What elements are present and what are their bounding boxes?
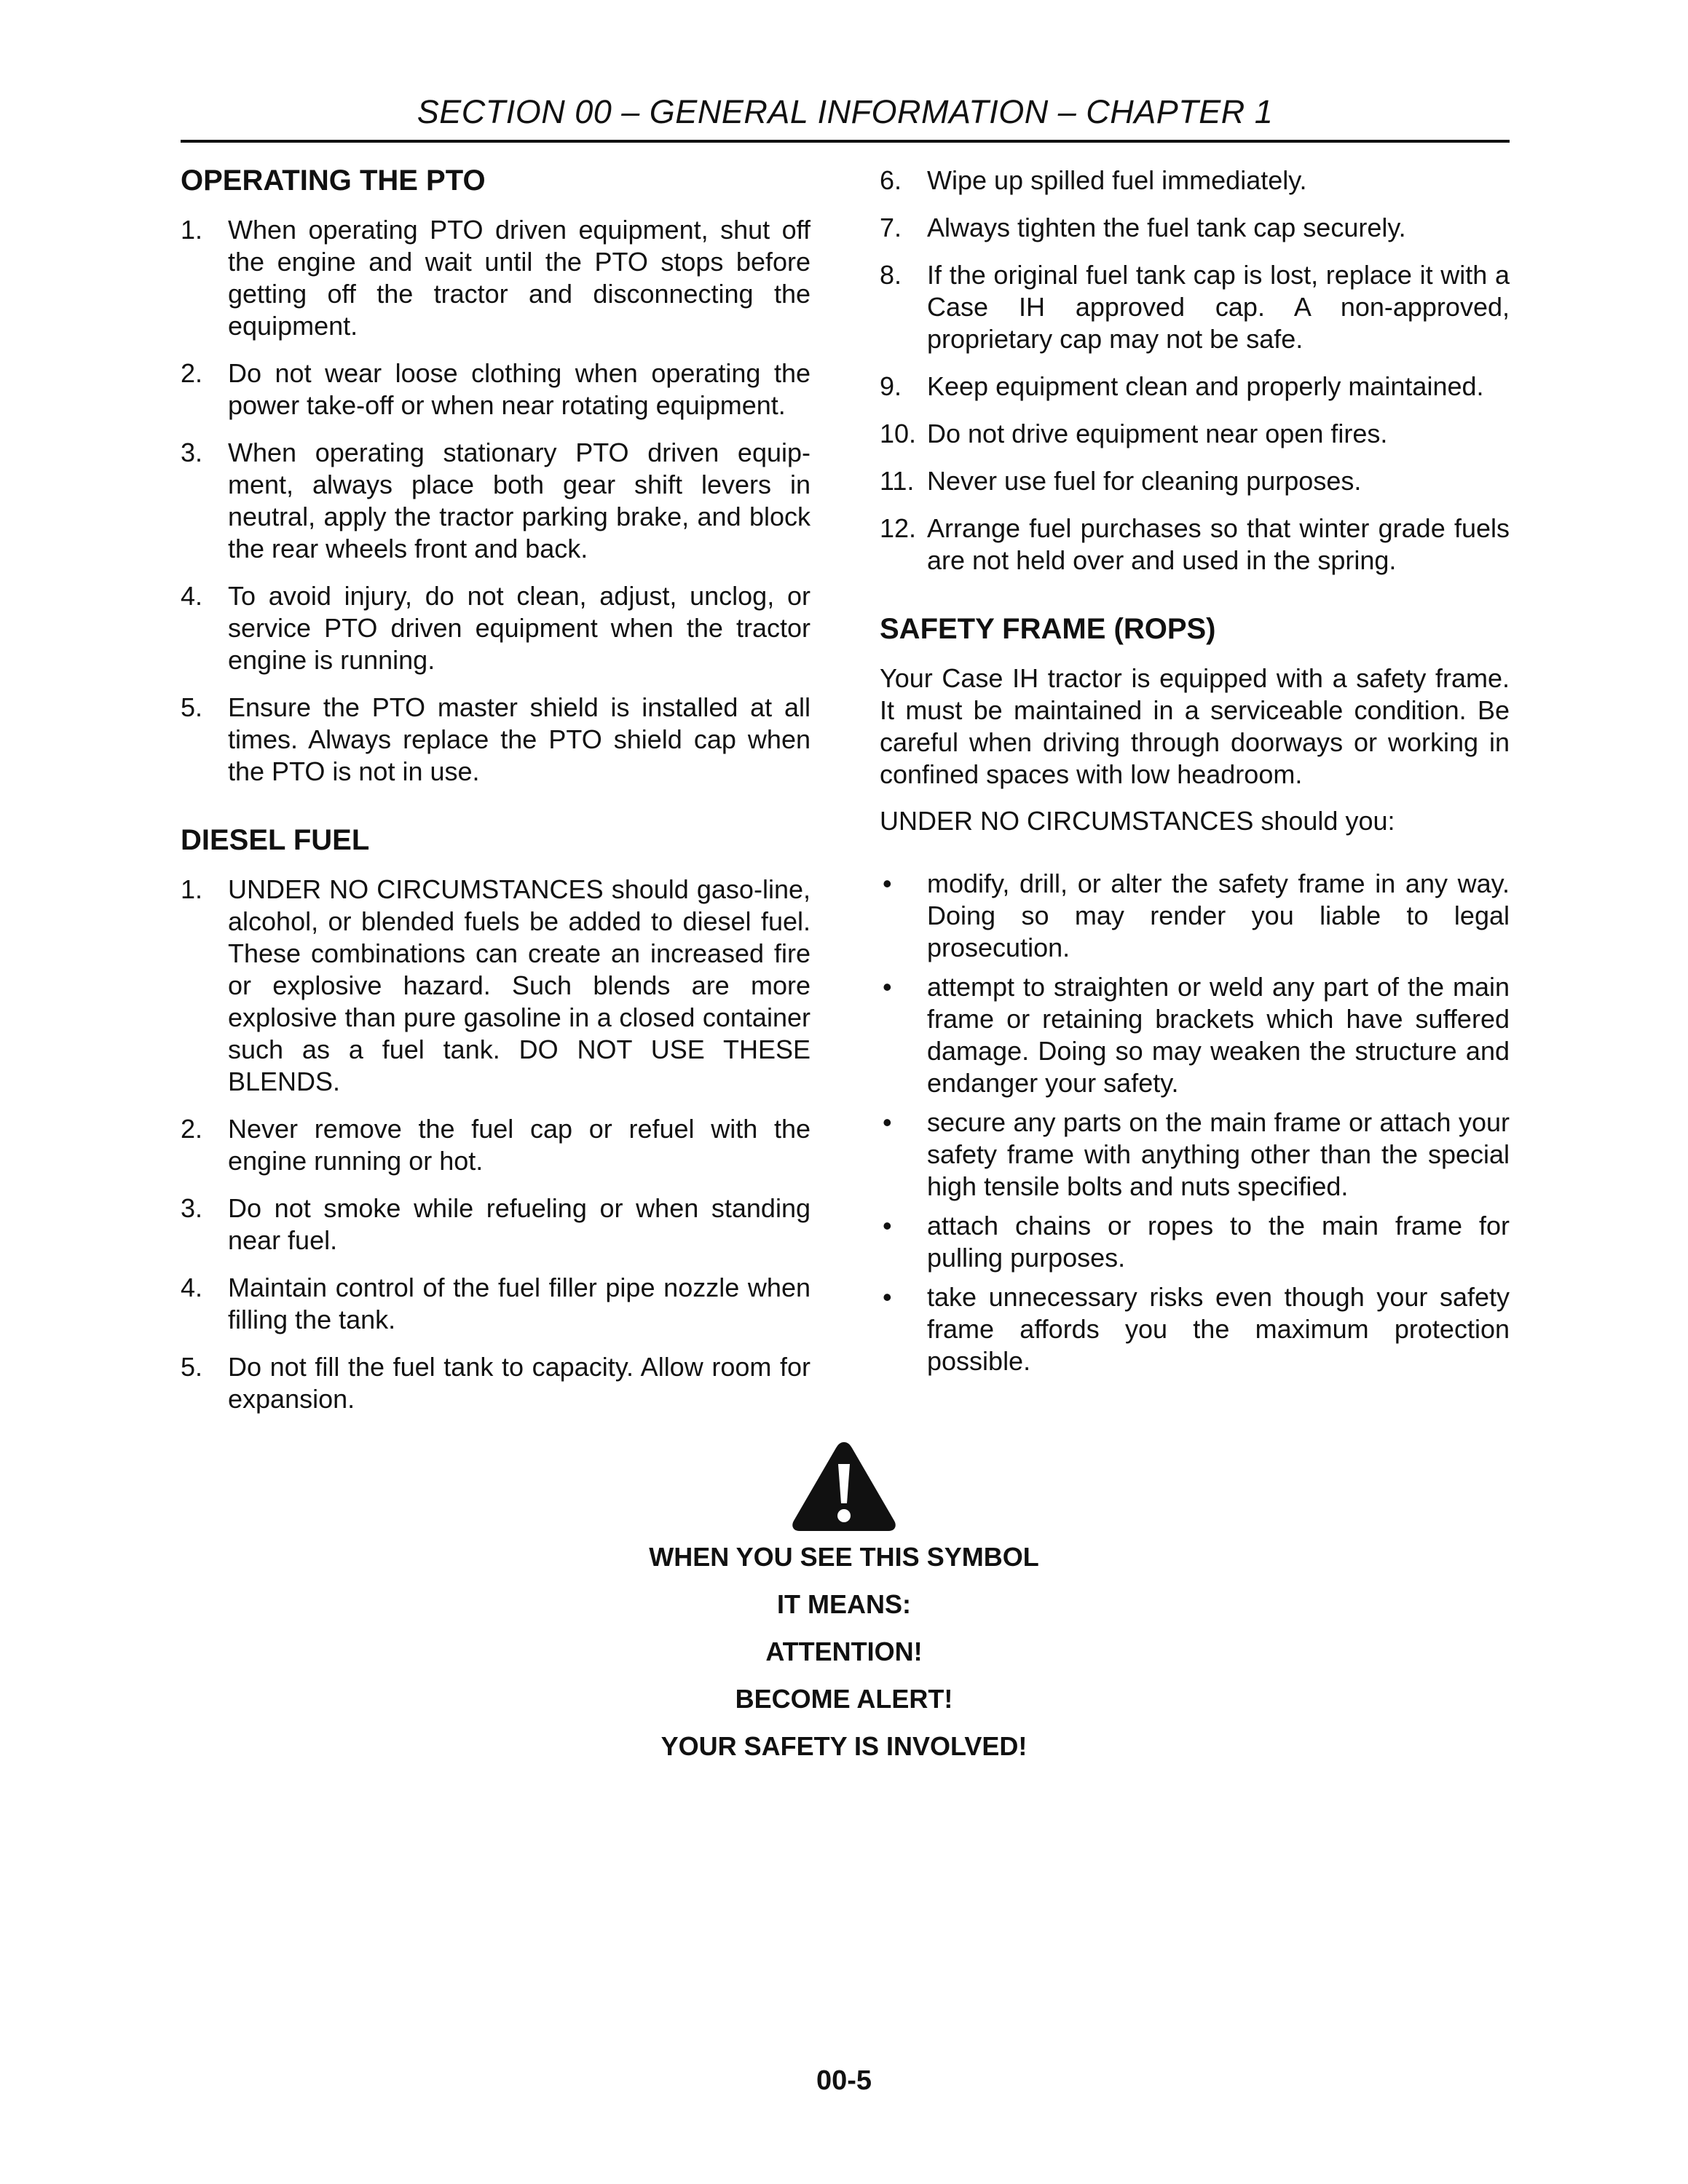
bullet-glyph: •: [883, 1107, 892, 1137]
item-number: 4.: [181, 581, 203, 611]
item-number: 5.: [181, 1352, 203, 1382]
list-item: [181, 437, 811, 565]
operating-pto-list: [181, 214, 811, 788]
item-text: UNDER NO CIRCUMSTANCES should gaso-line, alcohol, or blended fuels be added to diesel fuel. These combinations can create an increased fire or explosive hazard. Such blends are more explosive than pure gasoline in a closed container such as a fuel tank. DO NOT USE THESE BLENDS.: [228, 874, 811, 1096]
item-text: When operating stationary PTO driven equip-ment, always place both gear shift levers in neutral, apply the tractor parking brake, and block the rear wheels front and back.: [228, 438, 811, 563]
list-item: [880, 513, 1510, 577]
item-number: 12.: [880, 513, 917, 543]
bullet-text: attempt to straighten or weld any part of the main frame or retaining brackets which have suffered damage. Doing so may weaken the structure and endanger your safety.: [927, 972, 1510, 1098]
item-number: 1.: [181, 215, 203, 245]
item-number: 4.: [181, 1273, 203, 1302]
list-item: [880, 259, 1510, 355]
list-item: [181, 874, 811, 1098]
list-item: [880, 165, 1510, 197]
item-text: Wipe up spilled fuel immediately.: [927, 165, 1307, 195]
item-text: Ensure the PTO master shield is installed at all times. Always replace the PTO shield cap when the PTO is not in use.: [228, 692, 811, 786]
item-text: Do not wear loose clothing when operating the power take-off or when near rotating equipment.: [228, 358, 811, 420]
bullet-item: [880, 971, 1510, 1099]
item-number: 6.: [880, 165, 902, 195]
item-text: Maintain control of the fuel filler pipe nozzle when filling the tank.: [228, 1273, 811, 1334]
bullet-glyph: •: [883, 869, 892, 898]
list-item: [880, 465, 1510, 497]
bullet-item: [880, 868, 1510, 964]
page-header: [181, 89, 1510, 143]
safety-alert-block: [0, 1438, 1688, 1778]
list-item: [880, 418, 1510, 450]
list-item: [880, 371, 1510, 403]
item-text: Arrange fuel purchases so that winter grade fuels are not held over and used in the spring.: [927, 513, 1510, 575]
bullet-glyph: •: [883, 972, 892, 1002]
symbol-line: YOUR SAFETY IS INVOLVED!: [660, 1731, 1028, 1761]
header-title: SECTION 00 – GENERAL INFORMATION – CHAPTER 1: [417, 93, 1274, 130]
right-column: [880, 165, 1510, 1385]
safety-frame-intro: Your Case IH tractor is equipped with a safety frame. It must be maintained in a serviceable condition. Be careful when driving through doorways or working in confined spaces with low headroom.: [880, 663, 1510, 789]
list-item: [181, 1113, 811, 1177]
bullet-text: secure any parts on the main frame or attach your safety frame with anything other than the special high tensile bolts and nuts specified.: [927, 1107, 1510, 1201]
item-text: Do not smoke while refueling or when standing near fuel.: [228, 1193, 811, 1255]
list-item: [880, 212, 1510, 244]
symbol-line: WHEN YOU SEE THIS SYMBOL: [649, 1542, 1039, 1572]
bullet-text: take unnecessary risks even though your safety frame affords you the maximum protection possible.: [927, 1282, 1510, 1376]
item-number: 9.: [880, 371, 902, 401]
left-column: [181, 165, 811, 1431]
item-text: Never use fuel for cleaning purposes.: [927, 466, 1362, 496]
list-item: [181, 1272, 811, 1336]
bullet-item: [880, 1210, 1510, 1274]
item-number: 3.: [181, 438, 203, 467]
list-item: [181, 580, 811, 676]
item-number: 2.: [181, 1114, 203, 1144]
item-text: Never remove the fuel cap or refuel with the engine running or hot.: [228, 1114, 811, 1176]
item-number: 5.: [181, 692, 203, 722]
list-item: [181, 214, 811, 342]
item-text: Keep equipment clean and properly maintained.: [927, 371, 1484, 401]
item-text: Do not drive equipment near open fires.: [927, 419, 1388, 448]
item-text: Do not fill the fuel tank to capacity. Allow room for expansion.: [228, 1352, 811, 1414]
page-number: 00-5: [816, 2065, 872, 2096]
bullet-glyph: •: [883, 1282, 892, 1312]
bullet-text: attach chains or ropes to the main frame for pulling purposes.: [927, 1211, 1510, 1273]
list-item: [181, 357, 811, 422]
diesel-fuel-list: [181, 874, 811, 1415]
symbol-line: BECOME ALERT!: [735, 1684, 953, 1714]
item-number: 10.: [880, 419, 917, 448]
symbol-line: IT MEANS:: [777, 1589, 911, 1619]
bullet-item: [880, 1281, 1510, 1377]
symbol-line: ATTENTION!: [765, 1637, 923, 1666]
bullet-glyph: •: [883, 1211, 892, 1241]
item-text: If the original fuel tank cap is lost, replace it with a Case IH approved cap. A non-approved, proprietary cap may not be safe.: [927, 260, 1510, 354]
item-text: To avoid injury, do not clean, adjust, unclog, or service PTO driven equipment when the tractor engine is running.: [228, 581, 811, 675]
diesel-fuel-heading: DIESEL FUEL: [181, 824, 370, 856]
list-item: [181, 1351, 811, 1415]
item-number: 7.: [880, 213, 902, 242]
diesel-fuel-list-continued: [880, 165, 1510, 577]
list-item: [181, 692, 811, 788]
operating-pto-heading: OPERATING THE PTO: [181, 165, 486, 197]
item-number: 8.: [880, 260, 902, 290]
list-item: [181, 1192, 811, 1257]
item-text: Always tighten the fuel tank cap securely.: [927, 213, 1406, 242]
bullet-item: [880, 1107, 1510, 1203]
bullet-text: modify, drill, or alter the safety frame in any way. Doing so may render you liable to legal prosecution.: [927, 869, 1510, 962]
warning-triangle-icon: [789, 1438, 899, 1534]
safety-frame-notice: UNDER NO CIRCUMSTANCES should you:: [880, 806, 1395, 836]
item-number: 3.: [181, 1193, 203, 1223]
item-number: 11.: [880, 466, 915, 496]
safety-frame-bullet-list: [880, 868, 1510, 1377]
safety-frame-heading: SAFETY FRAME (ROPS): [880, 613, 1216, 645]
item-text: When operating PTO driven equipment, shut off the engine and wait until the PTO stops before getting off the tractor and disconnecting the equipment.: [228, 215, 811, 341]
item-number: 1.: [181, 874, 203, 904]
item-number: 2.: [181, 358, 203, 388]
